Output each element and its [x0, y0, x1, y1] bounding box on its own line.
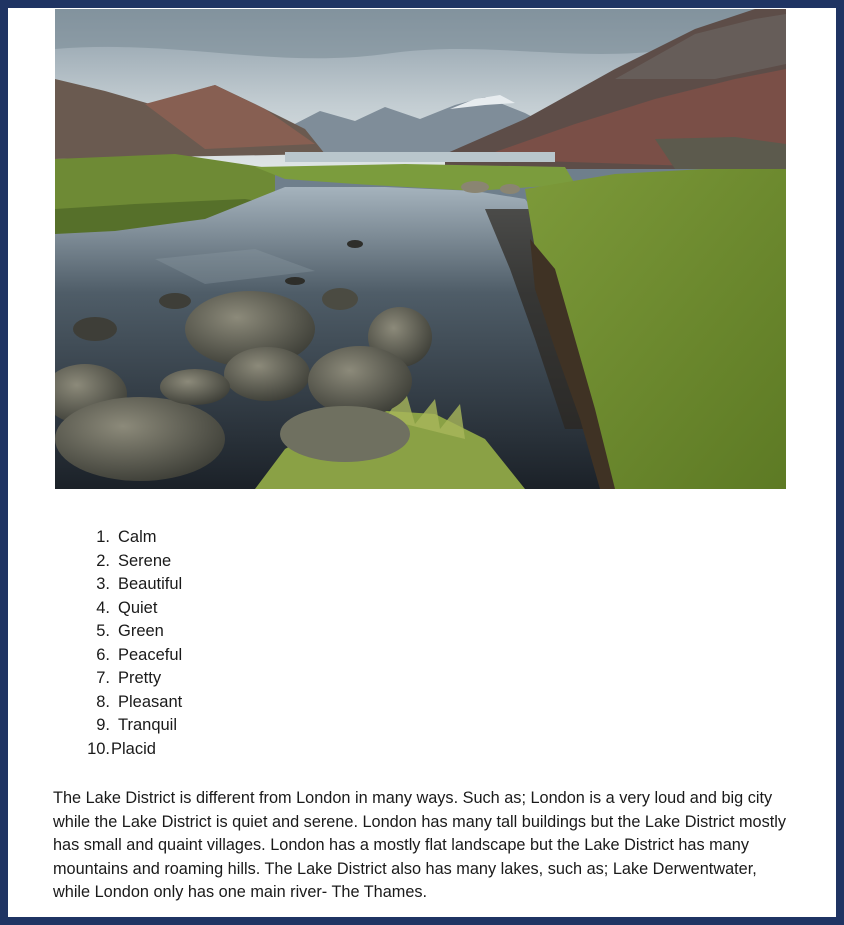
list-item — [81, 550, 182, 574]
landscape-image — [55, 9, 786, 489]
list-item — [81, 667, 182, 691]
list-item — [81, 644, 182, 668]
list-text: Calm — [118, 528, 157, 546]
list-text: Tranquil — [118, 716, 177, 734]
list-text: Green — [118, 622, 164, 640]
list-number: 5. — [96, 622, 110, 640]
list-item — [81, 620, 182, 644]
list-number: 2. — [96, 551, 110, 570]
list-text: Peaceful — [118, 645, 183, 664]
list-text: Pleasant — [118, 692, 183, 711]
list-item — [81, 691, 182, 715]
lake-district-photo — [55, 9, 786, 489]
list-number: 8. — [96, 692, 110, 711]
list-number: 7. — [96, 669, 110, 687]
list-text: Beautiful — [118, 575, 183, 593]
list-number: 1. — [96, 528, 110, 546]
list-item — [81, 597, 182, 621]
comparison-paragraph: The Lake District is different from London in many ways. Such as; London is a very loud and big city while the Lake District is quiet and serene. London has many tall buildings but the Lake District mostly has small and quaint villages. London has a mostly flat landscape but the Lake District has many mountains and roaming hills. The Lake District also has many lakes, such as; Lake Derwentwater, while London only has one main river- The Thames. — [53, 789, 787, 901]
list-item — [81, 526, 182, 550]
list-item — [81, 738, 182, 762]
list-number: 10. — [87, 739, 110, 758]
list-text: Pretty — [118, 669, 162, 687]
list-text: Placid — [111, 739, 156, 758]
list-text: Serene — [118, 551, 172, 570]
adjective-list — [81, 526, 182, 761]
list-item — [81, 714, 182, 738]
list-number: 6. — [96, 645, 110, 664]
list-number: 9. — [96, 716, 110, 734]
document-page — [8, 8, 836, 917]
list-number: 4. — [96, 598, 110, 617]
list-text: Quiet — [118, 598, 158, 617]
list-number: 3. — [96, 575, 110, 593]
list-item — [81, 573, 182, 597]
